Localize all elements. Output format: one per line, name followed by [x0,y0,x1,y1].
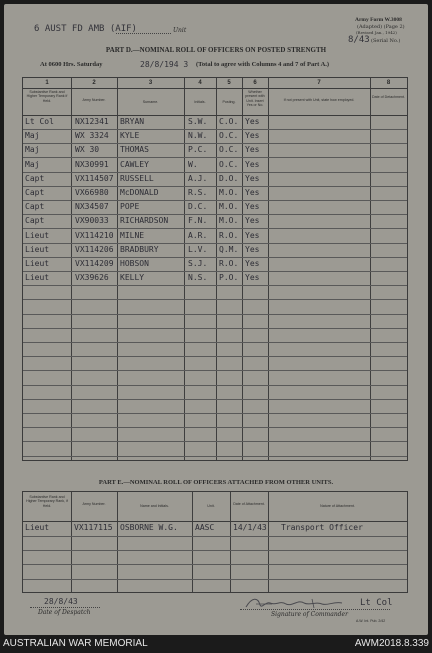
present-cell: Yes [245,145,260,155]
table-row [23,186,407,200]
part-d-at-label: At 0600 Hrs. Saturday [40,61,103,68]
surname-cell: KELLY [120,273,145,283]
rank-cell: Lieut [25,230,50,240]
rule-line [23,385,407,386]
rank-cell: Capt [25,188,45,197]
surname-cell: RICHARDSON [120,216,169,226]
serial-label: (Serial No.) [371,38,401,44]
table-row [23,271,407,285]
watermark-institution: AUSTRALIAN WAR MEMORIAL [3,638,148,649]
rule-line [23,285,407,286]
rule-line [23,356,407,357]
initials-cell: S.W. [188,117,208,126]
army-number-cell: VX66980 [75,188,109,197]
despatch-label: Date of Despatch [38,609,91,616]
army-number-cell: VX117115 [74,523,113,532]
col-header-present: Whether present with Unit. Insert Yes or No. [245,90,265,108]
rule-line [23,413,407,414]
army-number-cell: NX30991 [75,159,109,169]
col-header-detachment-date: Date of Detachment. [372,95,405,99]
table-row [23,257,407,271]
surname-cell: CAWLEY [120,159,149,169]
present-cell: Yes [245,273,260,283]
present-cell: Yes [245,202,260,212]
unit-underline [116,33,171,34]
posting-cell: M.O. [219,202,239,212]
rank-cell: Capt [25,202,45,212]
despatch-date: 28/8/43 [44,597,78,606]
rule-line [23,328,407,329]
surname-cell: KYLE [120,131,140,141]
army-number-cell: WX 3324 [75,131,109,141]
rank-cell: Lt Col [25,117,54,126]
rank-cell: Maj [25,159,40,169]
posting-cell: R.O. [219,230,239,240]
part-e-title: PART E.—NOMINAL ROLL OF OFFICERS ATTACHED FROM OTHER UNITS. [98,479,334,486]
rule-line [23,299,407,300]
rule-line [23,427,407,428]
col-header-initials: Initials. [194,100,206,104]
rule-line [23,441,407,442]
posting-cell: P.O. [219,273,239,283]
col-number-8: 8 [386,80,391,86]
rule-line [23,370,407,371]
army-number-cell: VX114507 [75,173,114,183]
name-cell: OSBORNE W.G. [120,523,178,532]
present-cell: Yes [245,173,260,183]
unit-label: Unit [173,27,187,34]
rank-cell: Lieut [25,259,50,268]
rank-cell: Capt [25,216,45,226]
part-e-table [22,491,408,593]
unit-cell: AASC [195,523,215,532]
present-cell: Yes [245,117,260,126]
col-header-rank: Substantive Rank and Higher Temporary Rank if Held. [26,90,68,103]
unit-value: 6 AUST FD AMB (AIF) [34,24,137,34]
surname-cell: BRYAN [120,117,145,126]
table-row [23,521,407,535]
part-d-note: (Total to agree with Columns 4 and 7 of Part A.) [196,61,330,68]
army-number-cell: VX114206 [75,244,114,254]
rule-line [23,536,407,537]
print-note: A.W. Int. Pub. 2/42 [356,619,386,623]
table-row [23,214,407,228]
col-number-2: 2 [92,80,96,86]
rule-line [23,550,407,551]
army-number-cell: VX114210 [75,230,114,240]
part-d-table [22,77,408,461]
col-number-5: 5 [227,80,231,86]
col-number-3: 3 [148,80,153,86]
army-number-cell: VX114209 [75,259,114,268]
e-col-header-date: Date of Attachment. [233,502,265,506]
initials-cell: S.J. [188,259,208,268]
present-cell: Yes [245,131,260,141]
col-header-army-number: Army Number. [82,98,106,102]
rule-line [23,314,407,315]
commander-label: Signature of Commander [271,611,348,618]
form-revised: (Revised Jan., 1942) [356,30,397,35]
surname-cell: POPE [120,202,140,212]
e-col-header-name: Name and Initials. [140,504,169,508]
surname-cell: HOBSON [120,259,149,268]
present-cell: Yes [245,259,260,268]
form-adapted: (Adapted) (Page 2) [357,24,405,30]
initials-cell: P.C. [188,145,208,155]
posting-cell: D.O. [219,173,239,183]
army-number-cell: VX90033 [75,216,109,226]
posting-cell: O.C. [219,145,239,155]
posting-cell: Q.M. [219,244,239,254]
table-row [23,115,407,129]
initials-cell: D.C. [188,202,208,212]
part-d-title: PART D.—NOMINAL ROLL OF OFFICERS ON POSTED STRENGTH [105,46,327,54]
table-row [23,243,407,257]
e-col-header-unit: Unit. [207,504,215,508]
present-cell: Yes [245,244,260,254]
initials-cell: A.J. [188,173,208,183]
e-col-header-nature: Nature of Attachment. [320,504,355,508]
col-header-surname: Surname. [142,100,159,104]
army-number-cell: NX34507 [75,202,109,212]
rule-line [23,342,407,343]
table-row [23,143,407,157]
rank-cell: Maj [25,131,40,141]
posting-cell: O.C. [219,131,239,141]
commander-underline [240,609,390,610]
army-number-cell: WX 30 [75,145,100,155]
posting-cell: R.O. [219,259,239,268]
col-number-6: 6 [253,80,257,86]
rank-cell: Lieut [25,523,50,532]
col-header-employment: If not present with Unit, state how employed. [283,98,355,102]
present-cell: Yes [245,230,260,240]
surname-cell: RUSSELL [120,173,154,183]
table-row [23,129,407,143]
present-cell: Yes [245,159,260,169]
initials-cell: A.R. [188,230,208,240]
initials-cell: W. [188,159,198,169]
present-cell: Yes [245,216,260,226]
posting-cell: O.C. [219,159,239,169]
col-number-4: 4 [198,80,202,86]
col-header-posting: Posting. [222,100,236,104]
surname-cell: THOMAS [120,145,149,155]
initials-cell: F.N. [188,216,208,226]
watermark-accession: AWM2018.8.339 [354,638,429,649]
col-number-7: 7 [317,80,321,86]
table-row [23,200,407,214]
rule-line [23,456,407,457]
posting-cell: M.O. [219,216,239,226]
table-row [23,229,407,243]
despatch-underline [30,607,100,608]
surname-cell: MILNE [120,230,145,240]
e-col-header-rank: Substantive Rank and Higher Temporary Rank, if Held. [26,495,68,508]
initials-cell: N.S. [188,273,208,283]
rank-cell: Lieut [25,244,50,254]
table-row [23,158,407,172]
rule-line [23,399,407,400]
initials-cell: R.S. [188,188,208,197]
col-number-1: 1 [45,80,49,86]
rank-cell: Capt [25,173,45,183]
serial-value: 8/43 [348,35,370,45]
posting-cell: M.O. [219,188,239,197]
rule-line [23,564,407,565]
attachment-date-cell: 14/1/43 [233,523,267,532]
rule-line [23,579,407,580]
army-number-cell: NX12341 [75,117,109,126]
surname-cell: BRADBURY [120,244,159,254]
form-number: Army Form W.3008 [355,17,402,23]
rank-cell: Lieut [25,273,50,283]
posting-cell: C.O. [219,117,239,126]
army-number-cell: VX39626 [75,273,109,283]
present-cell: Yes [245,188,260,197]
initials-cell: N.W. [188,131,208,141]
surname-cell: McDONALD [120,188,159,197]
initials-cell: L.V. [188,244,208,254]
e-col-header-army-number: Army Number. [82,502,106,506]
rank-cell: Maj [25,145,40,155]
table-row [23,172,407,186]
attachment-nature-cell: Transport Officer [281,523,363,532]
commander-rank: Lt Col [360,598,393,608]
part-d-date: 28/8/194 3 [140,60,189,69]
watermark-bar [0,635,432,653]
